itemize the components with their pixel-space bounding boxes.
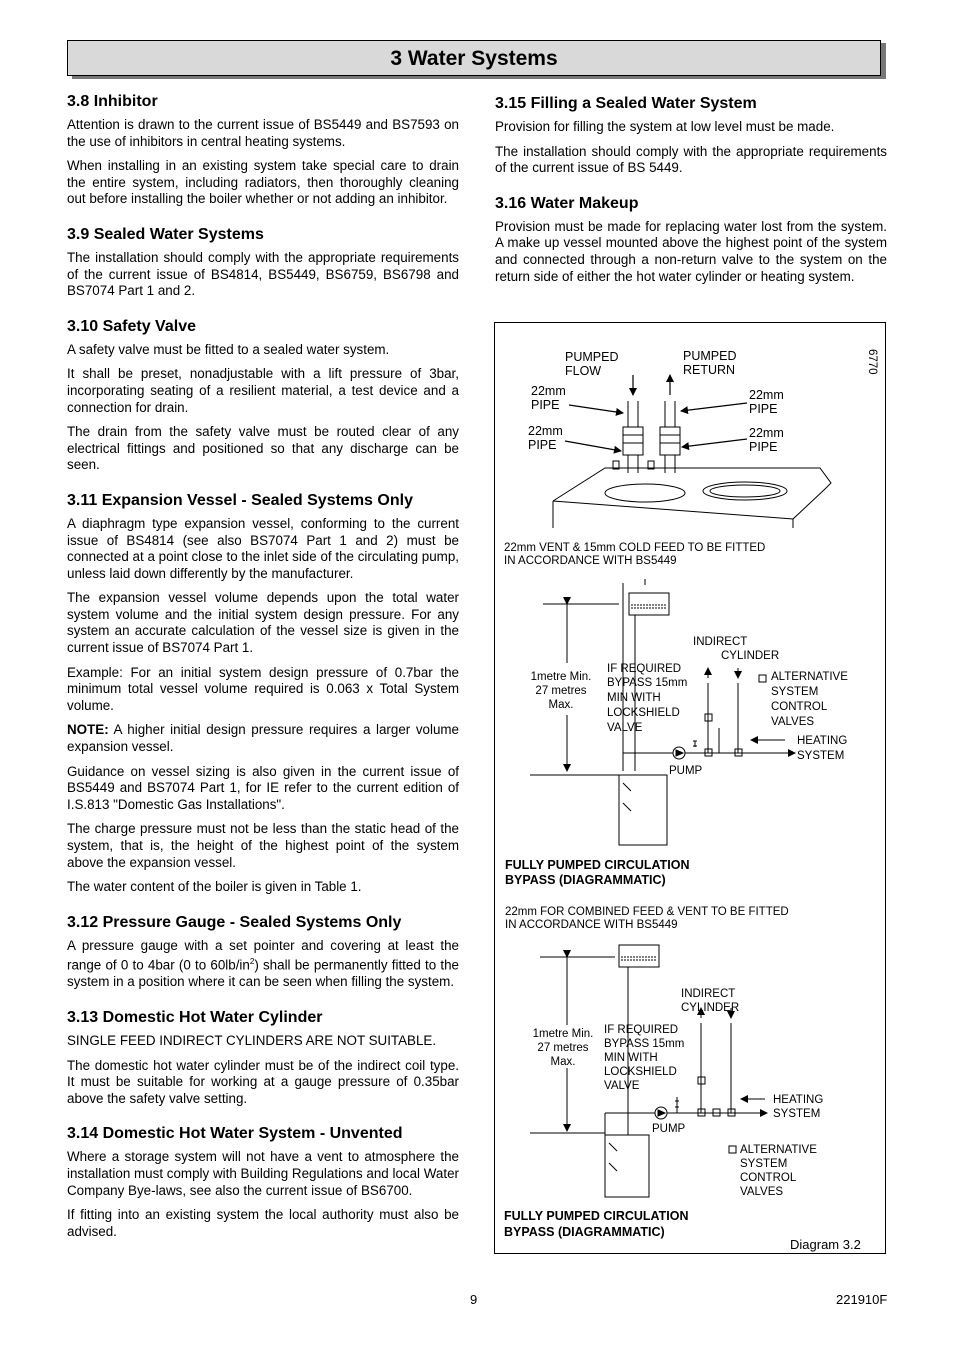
right-column [495, 94, 887, 302]
label-line: PIPE [528, 438, 557, 452]
paragraph: It shall be preset, nonadjustable with a lift pressure of 3bar, incorporating seating of a resilient material, a test device and a connection for drain. [67, 366, 459, 415]
paragraph: A diaphragm type expansion vessel, conforming to the current issue of BS4814 (see also BS7074 Part 1 and 2) must be connected at a point close to the inlet side of the circulating pump, unless laid down differently by the manufacturer. [67, 515, 459, 581]
label-line: PIPE [531, 398, 560, 412]
label-line: IN ACCORDANCE WITH BS5449 [504, 555, 677, 567]
label-line: CONTROL [771, 701, 828, 713]
section-heading: 3.13 Domestic Hot Water Cylinder [67, 1009, 323, 1027]
paragraph: The water content of the boiler is given in Table 1. [67, 879, 362, 895]
pipe-label-flow-upper [531, 384, 566, 412]
label-line: 22mm [528, 424, 563, 438]
paragraph: Guidance on vessel sizing is also given in the current issue of BS5449 and BS7074 Part 1, for IE refer to the current edition of I.S.813 "Domestic Gas Installations". [67, 763, 459, 812]
d1-alternative-label [771, 671, 848, 728]
label-line: HEATING [773, 1094, 824, 1106]
label-line: PIPE [749, 440, 778, 454]
paragraph: The installation should comply with the appropriate requirements of the current issue of BS 5449. [495, 143, 887, 176]
label-line: SYSTEM [740, 1158, 788, 1170]
d2-pump-label: PUMP [652, 1123, 686, 1135]
section-banner [67, 40, 881, 76]
d2-heating-label [773, 1094, 823, 1120]
label-line: RETURN [683, 363, 736, 377]
label-line: PUMPED [565, 350, 619, 364]
section-heading: 3.8 Inhibitor [67, 93, 158, 110]
pipe-label-return-upper [749, 388, 784, 416]
paragraph: Provision must be made for replacing water lost from the system. A make up vessel mounted above the highest point of the system and connected through a non-return valve to the system on the return side of either the hot water cylinder or heating system. [495, 218, 887, 284]
d1-title [505, 858, 690, 887]
label-line: MIN WITH [607, 692, 661, 704]
paragraph: The domestic hot water cylinder must be of the indirect coil type. It must be suitable for working at a gauge pressure of 0.35bar above the safety valve setting. [67, 1057, 459, 1106]
page-number: 9 [470, 1292, 478, 1307]
pumped-return-label [683, 349, 736, 377]
left-column [67, 92, 459, 1257]
note-text: A higher initial design pressure requires a larger volume expansion vessel. [67, 722, 459, 755]
section-heading: 3.15 Filling a Sealed Water System [495, 95, 757, 112]
d1-bypass-label [607, 663, 687, 734]
label-line: FULLY PUMPED CIRCULATION [505, 858, 690, 872]
d1-heating-label [797, 735, 847, 762]
section-3-9 [67, 225, 459, 300]
label-line: VALVE [604, 1080, 640, 1092]
paragraph: If fitting into an existing system the local authority must also be advised. [67, 1207, 459, 1239]
paragraph: Attention is drawn to the current issue of BS5449 and BS7593 on the use of inhibitors in central heating systems. [67, 117, 459, 149]
pipe-label-return-lower [749, 426, 784, 454]
label-line: SYSTEM [773, 1108, 821, 1120]
page-title: 3 Water Systems [390, 47, 558, 70]
label-line: MIN WITH [604, 1052, 658, 1064]
label-line: Max. [550, 1056, 576, 1068]
pipe-arrows [565, 375, 747, 451]
label-line: LOCKSHIELD [604, 1066, 677, 1078]
label-line: 22mm FOR COMBINED FEED & VENT TO BE FITTED [505, 906, 789, 918]
label-line: 1metre Min. [530, 671, 592, 683]
pipe-label-flow-lower [528, 424, 563, 452]
section-heading: 3.14 Domestic Hot Water System - Unvented [67, 1125, 403, 1143]
label-line: IN ACCORDANCE WITH BS5449 [505, 919, 678, 931]
section-3-16 [495, 194, 887, 285]
paragraph: The installation should comply with the appropriate requirements of the current issue of BS4814, BS5449, BS6759, BS6798 and BS7074 Part 1 and 2. [67, 249, 459, 299]
label-line: CONTROL [740, 1172, 797, 1184]
label-line: 27 metres [537, 1042, 589, 1054]
d1-caption [504, 542, 765, 567]
label-line: CYLINDER [681, 1002, 740, 1014]
label-line: 1metre Min. [532, 1028, 594, 1040]
section-heading: 3.10 Safety Valve [67, 317, 196, 335]
label-line: PUMPED [683, 349, 737, 363]
note-paragraph [67, 722, 459, 755]
paragraph: When installing in an existing system take special care to drain the entire system, including radiators, then thoroughly cleaning out before installing the boiler whether or not adding an inhibitor. [67, 158, 459, 207]
label-line: FLOW [565, 364, 602, 378]
text-run: A pressure gauge with a set pointer and covering at least the range of 0 to 4bar (0 to 60lb/in [67, 937, 459, 973]
section-heading: 3.12 Pressure Gauge - Sealed Systems Only [67, 913, 402, 931]
label-line: BYPASS 15mm [604, 1038, 685, 1050]
label-line: IF REQUIRED [607, 663, 682, 675]
d1-pump-label: PUMP [669, 765, 703, 777]
section-3-8 [67, 92, 459, 208]
label-line: FULLY PUMPED CIRCULATION [504, 1209, 689, 1223]
d1-indirect-label [693, 636, 779, 662]
d2-bypass-label [604, 1024, 684, 1092]
label-line: BYPASS 15mm [607, 677, 688, 689]
label-line: BYPASS (DIAGRAMMATIC) [505, 873, 666, 887]
paragraph: The charge pressure must not be less than the static head of the system, that is, the height of the highest point of the system above the expansion vessel. [67, 821, 459, 870]
section-3-10 [67, 317, 459, 474]
label-line: 22mm [749, 388, 784, 402]
label-line: HEATING [797, 735, 848, 747]
d1-height-label [531, 671, 592, 711]
label-line: SYSTEM [797, 750, 845, 762]
diagram-3-2 [494, 322, 886, 1254]
d2-alternative-label [740, 1144, 817, 1198]
superscript: 2 [249, 957, 255, 967]
section-3-13 [67, 1008, 459, 1107]
pumped-flow-label [565, 350, 618, 378]
text-run: ) shall be permanently fitted to the system in a position where it can be seen when filling the system. [67, 957, 459, 990]
label-line: BYPASS (DIAGRAMMATIC) [504, 1225, 665, 1239]
label-line: ALTERNATIVE [740, 1144, 817, 1156]
paragraph: The drain from the safety valve must be routed clear of any electrical fittings and positioned so that any discharge can be seen. [67, 424, 459, 473]
label-line: 22mm [749, 426, 784, 440]
label-line: ALTERNATIVE [771, 671, 848, 683]
label-line: PIPE [749, 402, 778, 416]
section-3-14 [67, 1124, 459, 1240]
note-label: NOTE: [67, 722, 109, 738]
paragraph: The expansion vessel volume depends upon the total water system volume and the initial system design pressure. For any system an accurate calculation of the vessel size is given in the current issue of BS7074 Part 1. [67, 590, 459, 656]
document-code: 221910F [836, 1292, 888, 1307]
section-3-11 [67, 491, 459, 896]
label-line: VALVES [771, 716, 815, 728]
label-line: 22mm VENT & 15mm COLD FEED TO BE FITTED [504, 542, 766, 554]
d2-caption [505, 906, 789, 931]
label-line: INDIRECT [693, 636, 748, 648]
diagram-label: Diagram 3.2 [790, 1237, 861, 1252]
section-heading: 3.9 Sealed Water Systems [67, 225, 264, 243]
label-line: IF REQUIRED [604, 1024, 679, 1036]
diagram-ref: 6770 [866, 349, 878, 375]
section-heading: 3.16 Water Makeup [495, 194, 639, 212]
label-line: VALVES [740, 1186, 784, 1198]
label-line: SYSTEM [771, 686, 819, 698]
paragraph: SINGLE FEED INDIRECT CYLINDERS ARE NOT SUITABLE. [67, 1033, 437, 1049]
boiler-top-drawing [553, 401, 831, 528]
d2-title [504, 1209, 689, 1239]
paragraph: Example: For an initial system design pressure of 0.7bar the minimum total vessel volume required is 0.063 x Total System volume. [67, 664, 459, 713]
label-line: Max. [548, 699, 574, 711]
d2-indirect-label [681, 988, 739, 1014]
label-line: 27 metres [535, 685, 587, 697]
d2-height-label [533, 1028, 594, 1068]
section-3-12 [67, 913, 459, 991]
paragraph: Where a storage system will not have a vent to atmosphere the installation must comply with Building Regulations and local Water Company Bye-laws, see also the current issue of BS6700. [67, 1149, 459, 1198]
section-heading: 3.11 Expansion Vessel - Sealed Systems Only [67, 491, 413, 509]
paragraph: A safety valve must be fitted to a sealed water system. [67, 341, 390, 357]
label-line: LOCKSHIELD [607, 707, 680, 719]
label-line: 22mm [531, 384, 566, 398]
label-line: CYLINDER [721, 650, 780, 662]
label-line: INDIRECT [681, 988, 736, 1000]
label-line: VALVE [607, 722, 643, 734]
diagram-svg [495, 323, 887, 1255]
section-3-15 [495, 94, 887, 177]
paragraph [67, 938, 459, 991]
paragraph: Provision for filling the system at low level must be made. [495, 119, 835, 134]
